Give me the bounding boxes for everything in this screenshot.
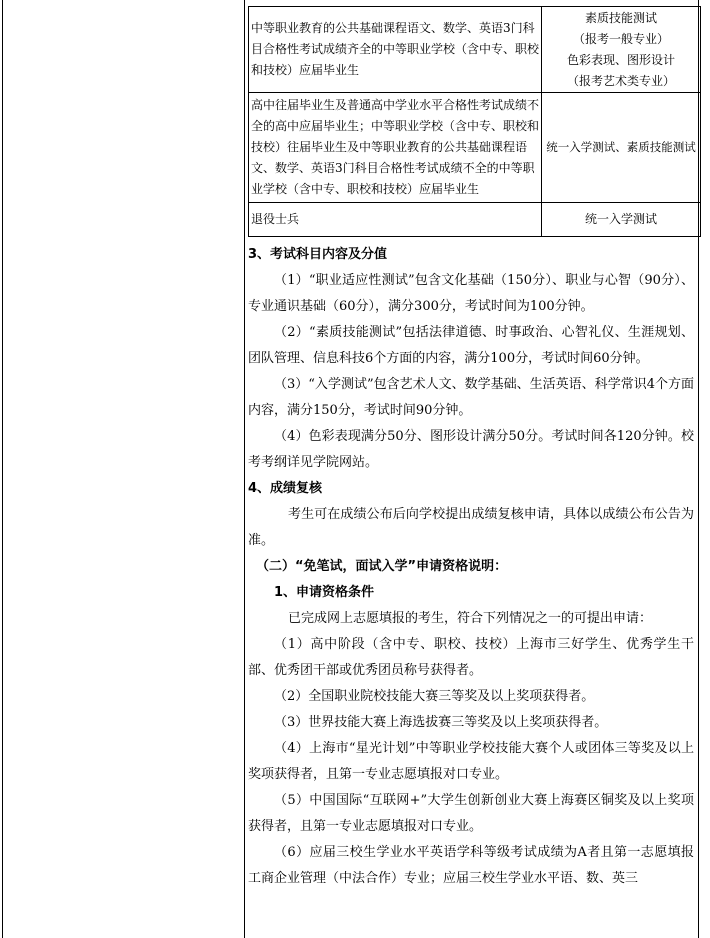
list-item: （5）中国国际“互联网+”大学生创新创业大赛上海赛区铜奖及以上奖项获得者，且第一专业志愿填报对口专业。 <box>248 793 694 834</box>
table-row <box>249 93 701 203</box>
test-line: （报考一般专业） <box>572 31 669 46</box>
table-row <box>249 7 701 93</box>
test-cell <box>542 93 701 203</box>
paragraph: （4）色彩表现满分50分、图形设计满分50分。考试时间各120分钟。校考考纲详见学院网站。 <box>248 429 694 470</box>
subsection-heading: 1、申请资格条件 <box>274 585 375 600</box>
admission-test-table <box>248 6 701 237</box>
test-line: 素质技能测试 <box>584 10 657 25</box>
section-heading: 4、成绩复核 <box>248 481 323 496</box>
column-divider-line <box>244 0 245 938</box>
list-item: （6）应届三校生学业水平英语学科等级考试成绩为A者且第一志愿填报工商企业管理（中法合作）专业；应届三校生学业水平语、数、英三 <box>248 845 694 886</box>
paragraph: （1）“职业适应性测试”包含文化基础（150分）、职业与心智（90分）、专业通识基础（60分），满分300分，考试时间为100分钟。 <box>248 273 694 314</box>
test-line: （报考艺术类专业） <box>566 73 675 88</box>
list-item: （3）世界技能大赛上海选拔赛三等奖及以上奖项获得者。 <box>274 715 608 730</box>
requirement-cell: 中等职业教育的公共基础课程语文、数学、英语3门科目合格性考试成绩齐全的中等职业学校（含中专、职校和技校）应届毕业生 <box>249 7 542 93</box>
paragraph: （2）“素质技能测试”包括法律道德、时事政治、心智礼仪、生涯规划、团队管理、信息科技6个方面的内容，满分100分，考试时间60分钟。 <box>248 325 694 366</box>
test-line: 统一入学测试、素质技能测试 <box>546 140 696 154</box>
requirement-cell: 高中往届毕业生及普通高中学业水平合格性考试成绩不全的高中应届毕业生；中等职业学校（含中专、职校和技校）往届毕业生及中等职业教育的公共基础课程语文、数学、英语3门科目合格性考试成绩不全的中等职业学校（含中专、职校和技校）应届毕业生 <box>249 93 542 203</box>
list-item: （1）高中阶段（含中专、职校、技校）上海市三好学生、优秀学生干部、优秀团干部或优秀团员称号获得者。 <box>248 637 694 678</box>
test-cell <box>542 7 701 93</box>
test-cell <box>542 203 701 237</box>
part-heading: （二）“免笔试，面试入学”申请资格说明： <box>256 559 508 574</box>
paragraph: 考生可在成绩公布后向学校提出成绩复核申请，具体以成绩公布公告为准。 <box>248 507 694 548</box>
paragraph: 已完成网上志愿填报的考生，符合下列情况之一的可提出申请： <box>288 611 653 626</box>
section-heading: 3、考试科目内容及分值 <box>248 247 388 262</box>
test-line: 统一入学测试 <box>584 212 657 226</box>
paragraph: （3）“入学测试”包含艺术人文、数学基础、生活英语、科学常识4个方面内容，满分150分，考试时间90分钟。 <box>248 377 694 418</box>
left-border-line <box>2 0 3 938</box>
test-line: 色彩表现、图形设计 <box>566 52 675 67</box>
list-item: （4）上海市“星光计划”中等职业学校技能大赛个人或团体三等奖及以上奖项获得者，且第一专业志愿填报对口专业。 <box>248 741 694 782</box>
requirement-cell: 退役士兵 <box>249 203 542 237</box>
list-item: （2）全国职业院校技能大赛三等奖及以上奖项获得者。 <box>274 689 595 704</box>
document-body <box>248 242 694 892</box>
table-row <box>249 203 701 237</box>
